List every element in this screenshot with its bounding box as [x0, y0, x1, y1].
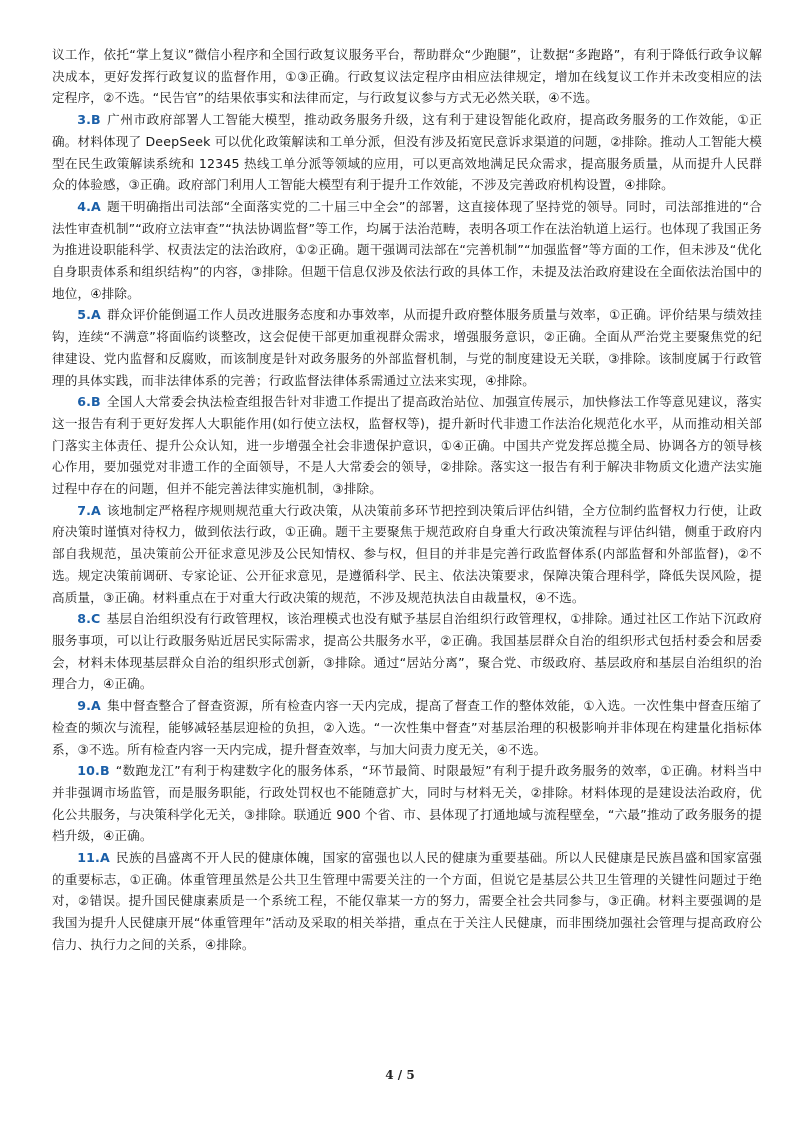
answer-item-8: [52, 608, 762, 695]
answer-text: 集中督查整合了督查资源，所有检查内容一天内完成，提高了督查工作的整体效能，①入选。一次性集中督查压缩了检查的频次与流程，能够减轻基层迎检的负担，②入选。“一次性集中督查”对基层治理的积极影响并非体现在构建量化指标体系，③不选。所有检查内容一天内完成，提升督查效率，与加大问责力度无关，④不选。: [52, 698, 762, 757]
answer-item-7: [52, 500, 762, 609]
answer-number: 3.B: [77, 112, 101, 128]
answer-item-9: [52, 695, 762, 760]
answer-text: 题干明确指出司法部“全面落实党的二十届三中全会”的部署，这直接体现了坚持党的领导。同时，司法部推进的“合法性审查机制”“政府立法审查”“执法协调监督”等工作，均属于法治范畴，表明各项工作在法治轨道上运行。也体现了我国正务为推进设职能科学、权责法定的法治政府，①②正确。题干强调司法部在“完善机制”“加强监督”等方面的工作，但未涉及“优化自身职责体系和组织结构”的内容，③排除。但题干信息仅涉及依法行政的具体工作，未提及法治政府建设在全面依法治国中的地位，④排除。: [52, 198, 762, 301]
intro-paragraph: 议工作，依托“掌上复议”微信小程序和全国行政复议服务平台，帮助群众“少跑腿”，让数据“多跑路”，有利于降低行政争议解决成本，更好发挥行政复议的监督作用，①③正确。行政复议法定程序由相应法律规定，增加在线复议工作并未改变相应的法定程序，②不选。“民告官”的结果依事实和法律而定，与行政复议参与方式无必然关联，④不选。: [52, 47, 762, 106]
answer-text: 该地制定严格程序规则规范重大行政决策，从决策前多环节把控到决策后评估纠错，全方位制约监督权力行使，让政府决策时谨慎对待权力，做到依法行政，①正确。题干主要聚焦于规范政府自身重大行政决策流程与评估纠错，侧重于政府内部自我规范，虽决策前公开征求意见涉及公民知情权、参与权，但目的并非是完善行政监督体系(内部监督和外部监督)，②不选。规定决策前调研、专家论证、公开征求意见，是遵循科学、民主、依法决策要求，保障决策合理科学，降低失误风险，提高质量，③正确。材料重点在于对重大行政决策的规范，不涉及规范执法自由裁量权，④不选。: [52, 502, 762, 605]
answer-number: 6.B: [77, 394, 101, 410]
answer-number: 8.C: [77, 611, 101, 627]
answer-item-10: [52, 760, 762, 847]
answer-item-6: [52, 391, 762, 500]
answer-number: 7.A: [77, 502, 101, 518]
answer-text: 全国人大常委会执法检查组报告针对非遗工作提出了提高政治站位、加强宣传展示，加快修法工作等意见建议，落实这一报告有利于更好发挥人大职能作用(如行使立法权，监督权等)，提升新时代非遗工作法治化规范化水平，从而推动相关部门落实主体责任、提升公众认知，进一步增强全社会非遗保护意识，①④正确。中国共产党发挥总揽全局、协调各方的领导核心作用，要加强党对非遗工作的全面领导，不是人大常委会的领导，②排除。落实这一报告有利于解决非物质文化遗产法实施过程中存在的问题，但并不能完善法律实施机制，③排除。: [52, 394, 762, 497]
answer-text: 广州市政府部署人工智能大模型，推动政务服务升级，这有利于建设智能化政府，提高政务服务的工作效能，①正确。材料体现了 DeepSeek 可以优化政策解读和工单分派，但没有涉及拓宽民意诉求渠道的问题，②排除。推动人工智能大模型在民生政策解读系统和 12345 热线工单分派等领域的应用，可以更高效地满足民众需求，提高服务质量，从而提升人民群众的体验感，③正确。政府部门利用人工智能大模型有利于提升工作效能，不涉及完善政府机构设置，④排除。: [52, 112, 762, 193]
answer-number: 9.A: [77, 698, 101, 714]
answer-number: 10.B: [77, 763, 110, 779]
answer-item-11: [52, 847, 762, 956]
answer-text: 群众评价能倒逼工作人员改进服务态度和办事效率，从而提升政府整体服务质量与效率，①正确。评价结果与绩效挂钩，连续“不满意”将面临约谈整改，这会促使干部更加重视群众需求，增强服务意识，②正确。全面从严治党主要聚焦党的纪律建设、党内监督和反腐败，而该制度是针对政务服务的外部监督机制，与党的制度建设无关联，③排除。该制度属于行政管理的具体实践，而非法律体系的完善；行政监督法律体系需通过立法来实现，④排除。: [52, 307, 762, 388]
answer-item-4: [52, 196, 762, 305]
answer-item-5: [52, 304, 762, 391]
page-number: 4 / 5: [385, 1068, 415, 1082]
answer-item-3: [52, 109, 762, 196]
answer-number: 4.A: [77, 198, 101, 214]
answer-text: 民族的昌盛离不开人民的健康体魄，国家的富强也以人民的健康为重要基础。所以人民健康是民族昌盛和国家富强的重要标志，①正确。体重管理虽然是公共卫生管理中需要关注的一个方面，但说它是基层公共卫生管理的关键性问题过于绝对，②错误。提升国民健康素质是一个系统工程，不能仅靠某一方的努力，需要全社会共同参与，③正确。材料主要强调的是我国为提升人民健康开展“体重管理年”活动及采取的相关举措，重点在于关注人民健康，而非围绕加强社会管理与提高政府公信力、执行力之间的关系，④排除。: [52, 850, 762, 952]
answer-number: 11.A: [77, 850, 110, 866]
answer-explanations: [52, 44, 762, 956]
answer-number: 5.A: [77, 307, 101, 323]
answer-text: 基层自治组织没有行政管理权，该治理模式也没有赋予基层自治组织行政管理权，①排除。通过社区工作站下沉政府服务事项，可以让行政服务贴近居民实际需求，提高公共服务水平，②正确。我国基层群众自治的组织形式包括村委会和居委会，材料未体现基层群众自治的组织形式创新，③排除。通过“居站分离”，聚合党、市级政府、基层政府和基层自治组织的治理合力，④正确。: [52, 611, 762, 692]
answer-text: “数跑龙江”有利于构建数字化的服务体系，“环节最简、时限最短”有利于提升政务服务的效率，①正确。材料当中并非强调市场监管，而是服务职能，行政处罚权也不能随意扩大，同时与材料无关，②排除。材料体现的是建设法治政府，优化公共服务，与决策科学化无关，③排除。联通近 900 个省、市、县体现了打通地域与流程壁垒，“六最”推动了政务服务的提档升级，④正确。: [52, 763, 762, 844]
